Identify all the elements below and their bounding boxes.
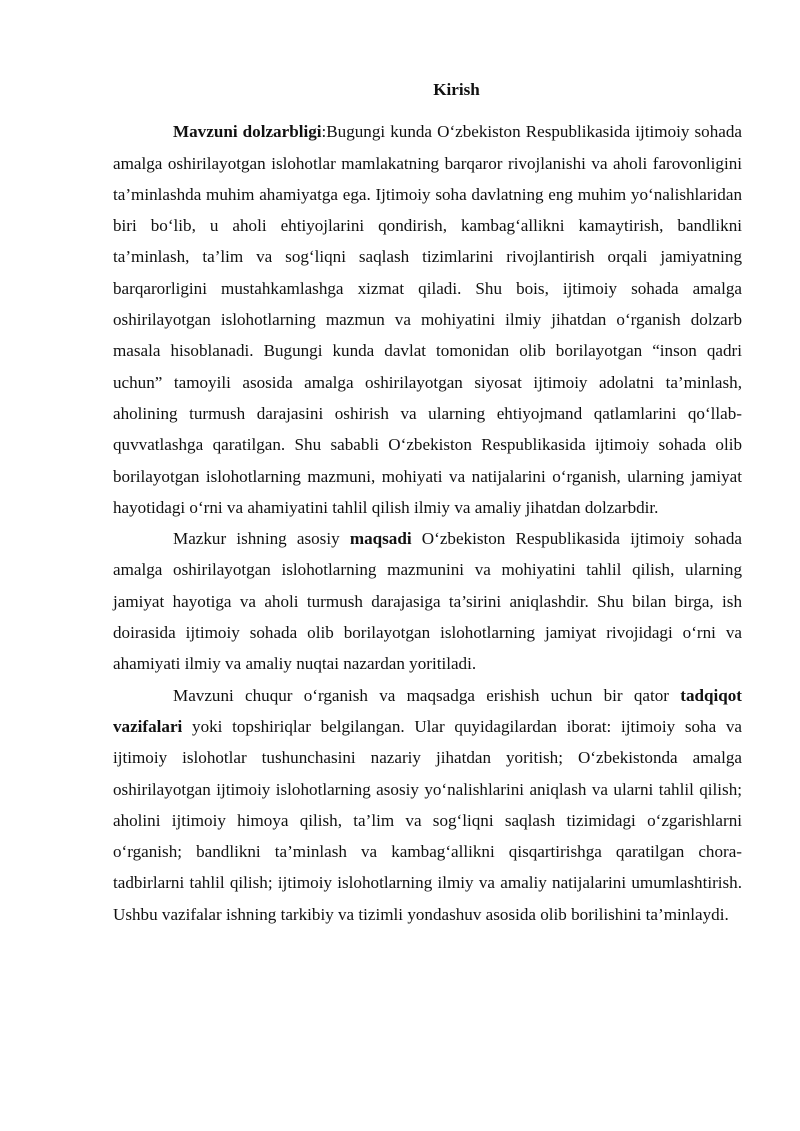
relevance-heading: Mavzuni dolzarbligi	[173, 122, 322, 142]
paragraph-tasks	[113, 680, 742, 930]
tasks-keyword: tadqiqot vazifalari	[113, 685, 742, 736]
tasks-text-after: yoki topshiriqlar belgilangan. Ular quyidagilardan iborat: ijtimoiy soha va ijtimoiy islohotlar tushunchasini nazariy jihatdan yoritish; O‘zbekistonda amalga oshirilayotgan ijtimoiy islohotlarning asosiy yo‘nalishlarini aniqlash va ularni tahlil qilish; aholini ijtimoiy himoya qilish, ta’lim va sog‘liqni saqlash tizimidagi o‘zgarishlarni o‘rganish; bandlikni ta’minlash va kambag‘allikni qisqartirishga qaratilgan chora-tadbirlarni tahlil qilish; ijtimoiy islohotlarning ilmiy va amaliy natijalarini umumlashtirish. Ushbu vazifalar ishning tarkibiy va tizimli yondashuv asosida olib borilishini ta’minlaydi.	[113, 716, 742, 924]
goal-keyword: maqsadi	[349, 529, 412, 549]
section-title: Kirish	[433, 80, 480, 99]
paragraph-goal	[113, 523, 742, 679]
tasks-text-before: Mavzuni chuqur o‘rganish va maqsadga erishish uchun bir qator	[173, 685, 681, 705]
document-body	[113, 74, 742, 930]
goal-text-before: Mazkur ishning asosiy	[173, 529, 350, 549]
goal-text-after: O‘zbekiston Respublikasida ijtimoiy sohada amalga oshirilayotgan islohotlarning mazmunini va mohiyatini tahlil qilish, ularning jamiyat hayotiga va aholi turmush darajasiga ta’sirini aniqlashdir. Shu bilan birga, ish doirasida ijtimoiy sohada olib borilayotgan islohotlarning jamiyat rivojidagi o‘rni va ahamiyati ilmiy va amaliy nuqtai nazardan yoritiladi.	[113, 529, 742, 674]
relevance-text: :Bugungi kunda O‘zbekiston Respublikasida ijtimoiy sohada amalga oshirilayotgan islohotlar mamlakatning barqaror rivojlanishi va aholi farovonligini ta’minlashda muhim ahamiyatga ega. Ijtimoiy soha davlatning eng muhim yo‘nalishlaridan biri bo‘lib, u aholi ehtiyojlarini qondirish, kambag‘allikni kamaytirish, bandlikni ta’minlash, ta’lim va sog‘liqni saqlash tizimlarini rivojlantirish orqali jamiyatning barqarorligini mustahkamlashga xizmat qiladi. Shu bois, ijtimoiy sohada amalga oshirilayotgan islohotlarning mazmun va mohiyatini ilmiy jihatdan o‘rganish dolzarb masala hisoblanadi. Bugungi kunda davlat tomonidan olib borilayotgan “inson qadri uchun” tamoyili asosida amalga oshirilayotgan siyosat ijtimoiy adolatni ta’minlash, aholining turmush darajasini oshirish va ularning ehtiyojmand qatlamlarini qo‘llab-quvvatlashga qaratilgan. Shu sababli O‘zbekiston Respublikasida ijtimoiy sohada olib borilayotgan islohotlarning mazmuni, mohiyati va natijalarini o‘rganish, ularning jamiyat hayotidagi o‘rni va ahamiyatini tahlil qilish ilmiy va amaliy jihatdan dolzarbdir.	[113, 122, 742, 517]
paragraph-relevance	[113, 116, 742, 523]
